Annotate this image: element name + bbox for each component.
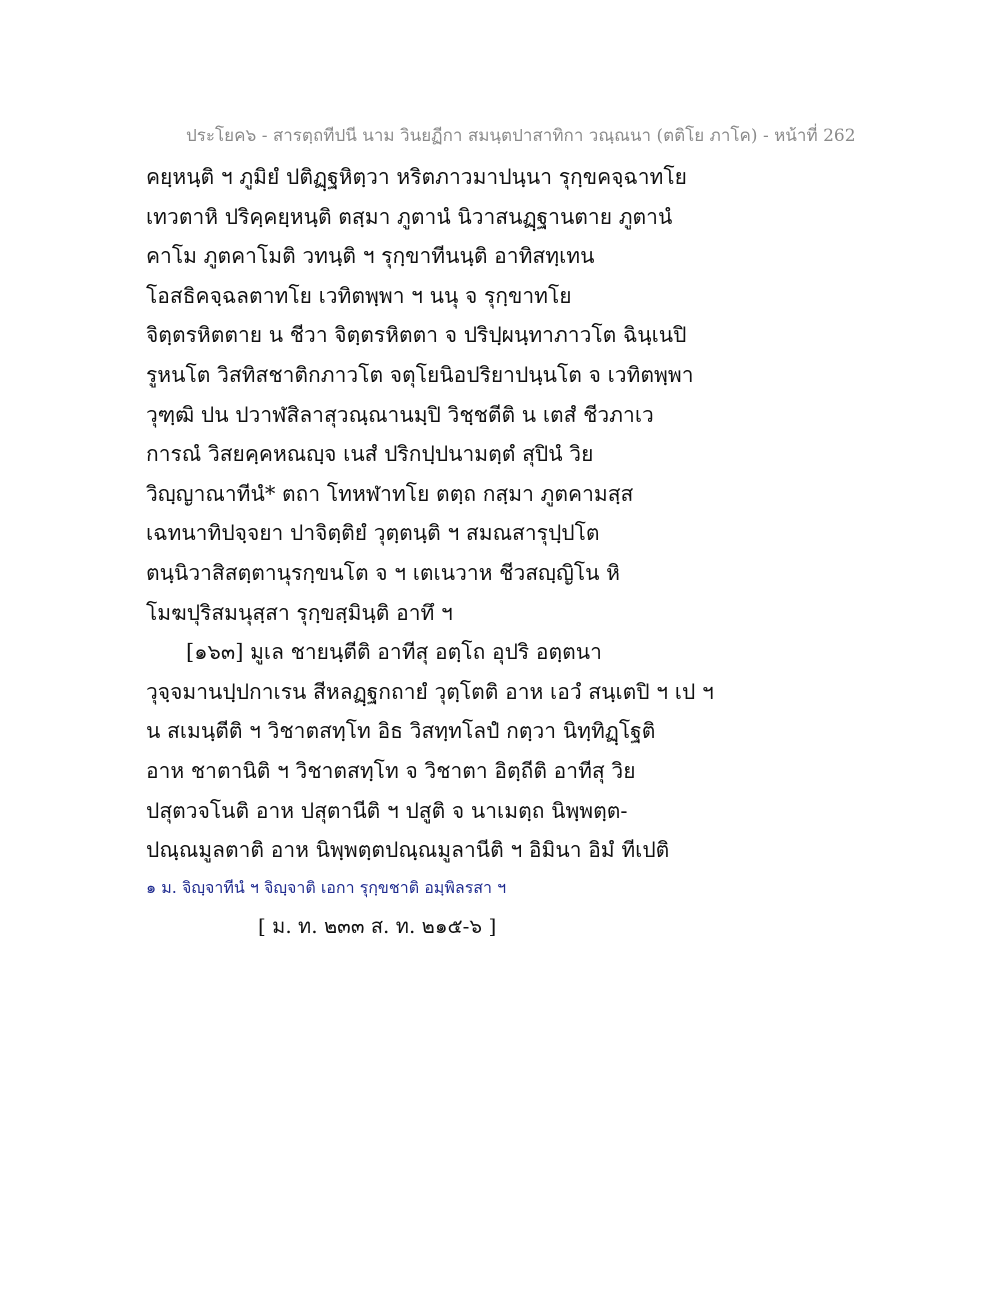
page-reference: [ ม. ท. ๒๓๓ ส. ท. ๒๑๕-๖ ] [258, 914, 497, 938]
text-line: วุจฺจมานปฺปกาเรน สีหลฏฺฐกถายํ วุตฺโตติ อาห เอวํ สนฺเตปิ ฯ เป ฯ [146, 679, 714, 704]
text-line: รูหนโต วิสทิสชาติกภาวโต จตุโยนิอปริยาปนฺนโต จ เวทิตพฺพา [146, 362, 694, 387]
text-line: โอสธิคจฺฉลตาทโย เวทิตพฺพา ฯ นนุ จ รุกฺขาทโย [146, 283, 572, 308]
text-line: ตนฺนิวาสิสตฺตานุรกฺขนโต จ ฯ เตเนวาห ชีวสญฺญิโน หิ [146, 560, 620, 585]
page-header: ประโยค๖ - สารตฺถทีปนี นาม วินยฏีกา สมนฺตปาสาทิกา วณฺณนา (ตติโย ภาโค) - หน้าที่ 262 [186, 126, 856, 146]
text-line: คยฺหนฺติ ฯ ภูมิยํ ปติฏฺฐหิตฺวา หริตภาวมาปนฺนา รุกฺขคจฺฉาทโย [146, 165, 687, 189]
text-line: โมฆปุริสมนุสฺสา รุกฺขสฺมินฺติ อาทึ ฯ [146, 600, 453, 625]
text-line: วิญฺญาณาทีนํ* ตถา โทหฬาทโย ตตฺถ กสฺมา ภูตคามสฺส [146, 481, 634, 506]
footnote: ๑ ม. จิญฺจาทีนํ ฯ จิญฺจาติ เอกา รุกฺขชาติ อมฺพิลรสา ฯ [146, 878, 507, 897]
text-line: เฉทนาทิปจฺจยา ปาจิตฺติยํ วุตฺตนฺติ ฯ สมณสารุปฺปโต [146, 521, 600, 546]
text-line: น สเมนฺตีติ ฯ วิชาตสทฺโท อิธ วิสทฺทโลปํ กตฺวา นิทฺทิฏฺโฐติ [146, 719, 656, 744]
text-line: ปสุตวจโนติ อาห ปสุตานีติ ฯ ปสูติ จ นาเมตฺถ นิพฺพตฺต- [146, 798, 628, 823]
text-line: จิตฺตรหิตตาย น ชีวา จิตฺตรหิตตา จ ปริปฺผนฺทาภาวโต ฉินฺเนปิ [146, 323, 687, 348]
body-text [146, 158, 714, 871]
paragraph-start-line: [๑๖๓] มูเล ชายนฺตีติ อาทีสุ อตฺโถ อุปริ อตฺตนา [186, 640, 602, 665]
text-line: วุฑฺฒิ ปน ปวาฬสิลาสุวณฺณานมฺปิ วิชฺชตีติ น เตสํ ชีวภาเว [146, 402, 654, 427]
text-line: เทวตาหิ ปริคฺคยฺหนฺติ ตสฺมา ภูตานํ นิวาสนฏฺฐานตาย ภูตานํ [146, 204, 673, 229]
text-line: อาห ชาตานิติ ฯ วิชาตสทฺโท จ วิชาตา อิตฺถีติ อาทีสุ วิย [146, 758, 636, 783]
text-line: การณํ วิสยคฺคหณญฺจ เนสํ ปริกปฺปนามตฺตํ สุปินํ วิย [146, 442, 594, 467]
text-line: คาโม ภูตคาโมติ วทนฺติ ฯ รุกฺขาทีนนฺติ อาทิสทฺเทน [146, 244, 595, 269]
text-line: ปณฺณมูลตาติ อาห นิพฺพตฺตปณฺณมูลานีติ ฯ อิมินา อิมํ ทีเปติ [146, 838, 670, 863]
